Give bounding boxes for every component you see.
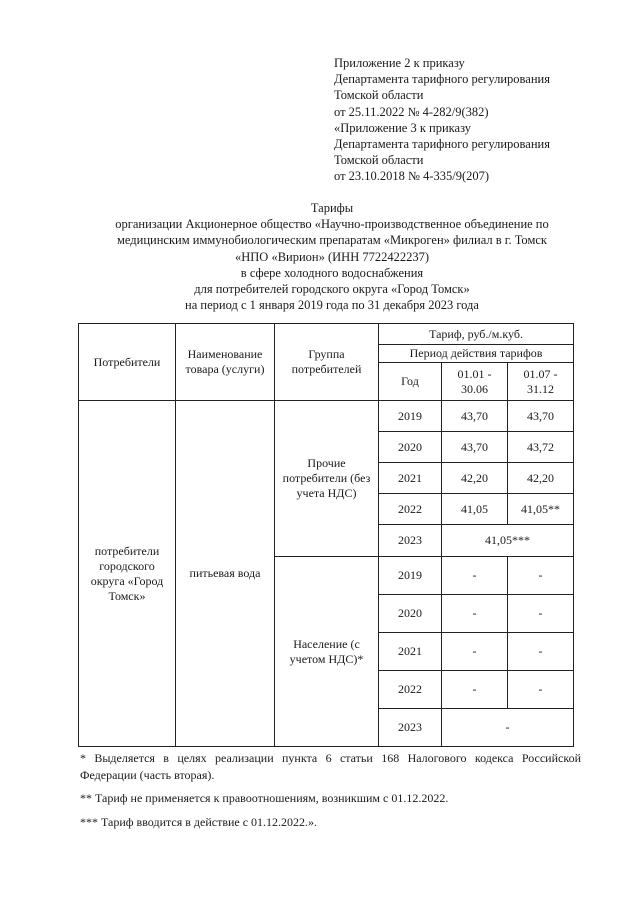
tariff-cell: - bbox=[508, 557, 574, 595]
tariff-cell: 43,72 bbox=[508, 432, 574, 463]
footnotes bbox=[80, 750, 581, 830]
year-cell: 2019 bbox=[379, 557, 442, 595]
header-line: Томской области bbox=[334, 88, 424, 103]
header-product: Наименование товара (услуги) bbox=[176, 324, 275, 401]
year-cell: 2019 bbox=[379, 401, 442, 432]
year-cell: 2023 bbox=[379, 709, 442, 747]
header-tariff: Тариф, руб./м.куб. bbox=[379, 324, 574, 345]
header-group: Группа потребителей bbox=[275, 324, 379, 401]
footnote-2: ** Тариф не применяется к правоотношениям, возникшим с 01.12.2022. bbox=[80, 791, 449, 805]
header-half1: 01.01 - 30.06 bbox=[442, 363, 508, 401]
footnote-1: * Выделяется в целях реализации пункта 6 статьи 168 Налогового кодекса Российской Федерации (часть вторая). bbox=[80, 751, 581, 782]
header-line: Томской области bbox=[334, 153, 424, 168]
title-line: Тарифы bbox=[310, 201, 354, 215]
header-line: от 25.11.2022 № 4-282/9(382) bbox=[334, 104, 489, 119]
group-cell: Прочие потребители (без учета НДС) bbox=[275, 401, 379, 557]
tariff-cell: - bbox=[442, 671, 508, 709]
tariff-cell: 43,70 bbox=[442, 432, 508, 463]
tariff-cell-merged: 41,05*** bbox=[442, 525, 574, 557]
tariff-cell: 43,70 bbox=[508, 401, 574, 432]
title-line: «НПО «Вирион» (ИНН 7722422237) bbox=[234, 249, 430, 264]
header-year: Год bbox=[379, 363, 442, 401]
header-half2: 01.07 - 31.12 bbox=[508, 363, 574, 401]
tariff-cell: 42,20 bbox=[508, 463, 574, 494]
year-cell: 2021 bbox=[379, 633, 442, 671]
year-cell: 2022 bbox=[379, 494, 442, 525]
year-cell: 2021 bbox=[379, 463, 442, 494]
header-line: Департамента тарифного регулирования bbox=[334, 137, 550, 152]
footnote-3: *** Тариф вводится в действие с 01.12.2022.». bbox=[80, 814, 318, 829]
tariff-cell: - bbox=[442, 633, 508, 671]
year-cell: 2020 bbox=[379, 595, 442, 633]
header-line: Департамента тарифного регулирования bbox=[334, 72, 550, 87]
tariff-cell: 41,05 bbox=[442, 494, 508, 525]
consumer-cell: потребители городского округа «Город Томск» bbox=[79, 401, 176, 747]
title-line: в сфере холодного водоснабжения bbox=[240, 265, 424, 280]
title-line: организации Акционерное общество «Научно-производственное объединение по bbox=[115, 217, 549, 232]
tariff-cell: 42,20 bbox=[442, 463, 508, 494]
year-cell: 2022 bbox=[379, 671, 442, 709]
title-line: медицинским иммунобиологическим препаратам «Микроген» филиал в г. Томск bbox=[117, 233, 547, 248]
tariff-table bbox=[78, 323, 574, 747]
tariff-cell: - bbox=[508, 671, 574, 709]
document-title bbox=[60, 200, 604, 313]
product-cell: питьевая вода bbox=[176, 401, 275, 747]
title-line: для потребителей городского округа «Город Томск» bbox=[194, 282, 470, 297]
year-cell: 2020 bbox=[379, 432, 442, 463]
tariff-cell: 41,05** bbox=[508, 494, 574, 525]
header-line: Приложение 2 к приказу bbox=[334, 56, 465, 70]
header-line: от 23.10.2018 № 4-335/9(207) bbox=[334, 169, 490, 184]
tariff-cell: 43,70 bbox=[442, 401, 508, 432]
year-cell: 2023 bbox=[379, 525, 442, 557]
tariff-cell: - bbox=[508, 595, 574, 633]
header-period: Период действия тарифов bbox=[379, 345, 574, 363]
header-consumers: Потребители bbox=[79, 324, 176, 401]
appendix-header bbox=[334, 55, 550, 185]
tariff-cell: - bbox=[508, 633, 574, 671]
header-line: «Приложение 3 к приказу bbox=[334, 120, 472, 135]
tariff-cell: - bbox=[442, 595, 508, 633]
group-cell: Население (с учетом НДС)* bbox=[275, 557, 379, 747]
tariff-cell: - bbox=[442, 557, 508, 595]
tariff-cell-merged: - bbox=[442, 709, 574, 747]
title-line: на период с 1 января 2019 года по 31 декабря 2023 года bbox=[185, 298, 479, 313]
